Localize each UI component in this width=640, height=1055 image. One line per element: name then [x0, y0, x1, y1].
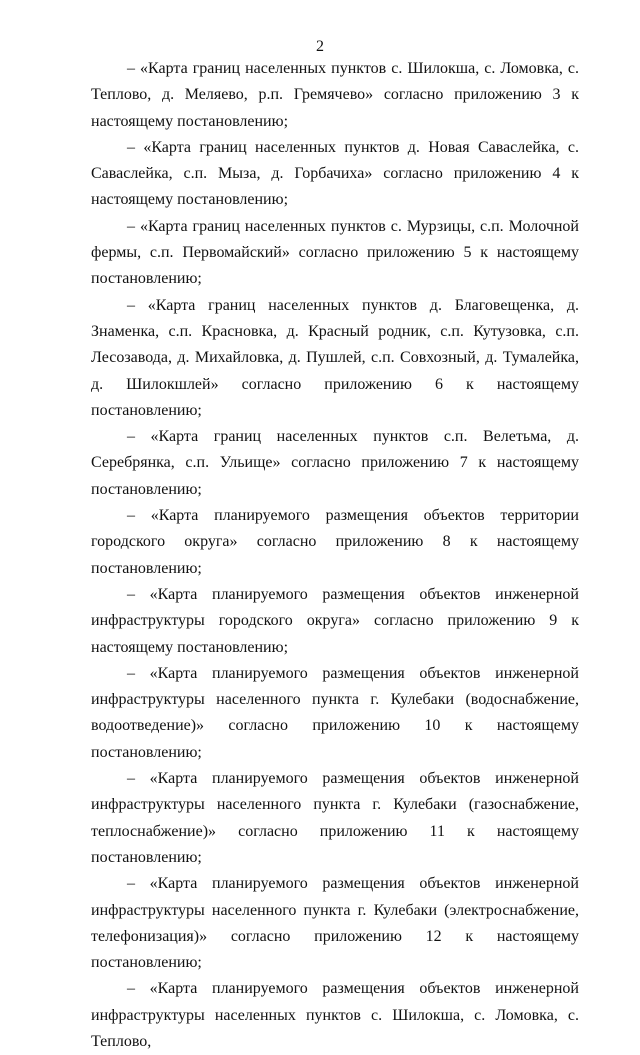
document-body [91, 56, 579, 1055]
paragraph-appendix-9: – «Карта планируемого размещения объектов инженерной инфраструктуры городского округа» согласно приложению 9 к настоящему постановлению; [91, 585, 579, 656]
paragraph-appendix-6: – «Карта границ населенных пунктов д. Благовещенка, д. Знаменка, с.п. Красновка, д. Красный родник, с.п. Кутузовка, с.п. Лесозавода, д. Михайловка, д. Пушлей, с.п. Совхозный, д. Тумалейка, д. Шилокшлей» согласно приложению 6 к настоящему постановлению; [91, 296, 579, 419]
paragraph-appendix-13-start: – «Карта планируемого размещения объектов инженерной инфраструктуры населенных пунктов с. Шилокша, с. Ломовка, с. Теплово, [91, 980, 579, 1050]
page-number: 2 [316, 38, 324, 55]
paragraph-appendix-8: – «Карта планируемого размещения объектов территории городского округа» согласно приложению 8 к настоящему постановлению; [91, 507, 579, 577]
paragraph-appendix-11: – «Карта планируемого размещения объектов инженерной инфраструктуры населенного пункта г. Кулебаки (газоснабжение, теплоснабжение)» согласно приложению 11 к настоящему постановлению; [91, 770, 579, 866]
paragraph-appendix-10: – «Карта планируемого размещения объектов инженерной инфраструктуры населенного пункта г. Кулебаки (водоснабжение, водоотведение)» согласно приложению 10 к настоящему постановлению; [91, 664, 579, 761]
paragraph-appendix-12: – «Карта планируемого размещения объектов инженерной инфраструктуры населенного пункта г. Кулебаки (электроснабжение, телефонизация)» согласно приложению 12 к настоящему постановлению; [91, 875, 579, 972]
paragraph-appendix-5: – «Карта границ населенных пунктов с. Мурзицы, с.п. Молочной фермы, с.п. Первомайский» согласно приложению 5 к настоящему постановлению; [91, 217, 579, 288]
paragraph-appendix-7: – «Карта границ населенных пунктов с.п. Велетьма, д. Серебрянка, с.п. Ульище» согласно приложению 7 к настоящему постановлению; [91, 428, 579, 498]
paragraph-appendix-3: – «Карта границ населенных пунктов с. Шилокша, с. Ломовка, с. Теплово, д. Меляево, р.п. Гремячево» согласно приложению 3 к настоящему постановлению; [91, 60, 579, 130]
paragraph-appendix-4: – «Карта границ населенных пунктов д. Новая Саваслейка, с. Саваслейка, с.п. Мыза, д. Горбачиха» согласно приложению 4 к настоящему постановлению; [91, 138, 579, 209]
